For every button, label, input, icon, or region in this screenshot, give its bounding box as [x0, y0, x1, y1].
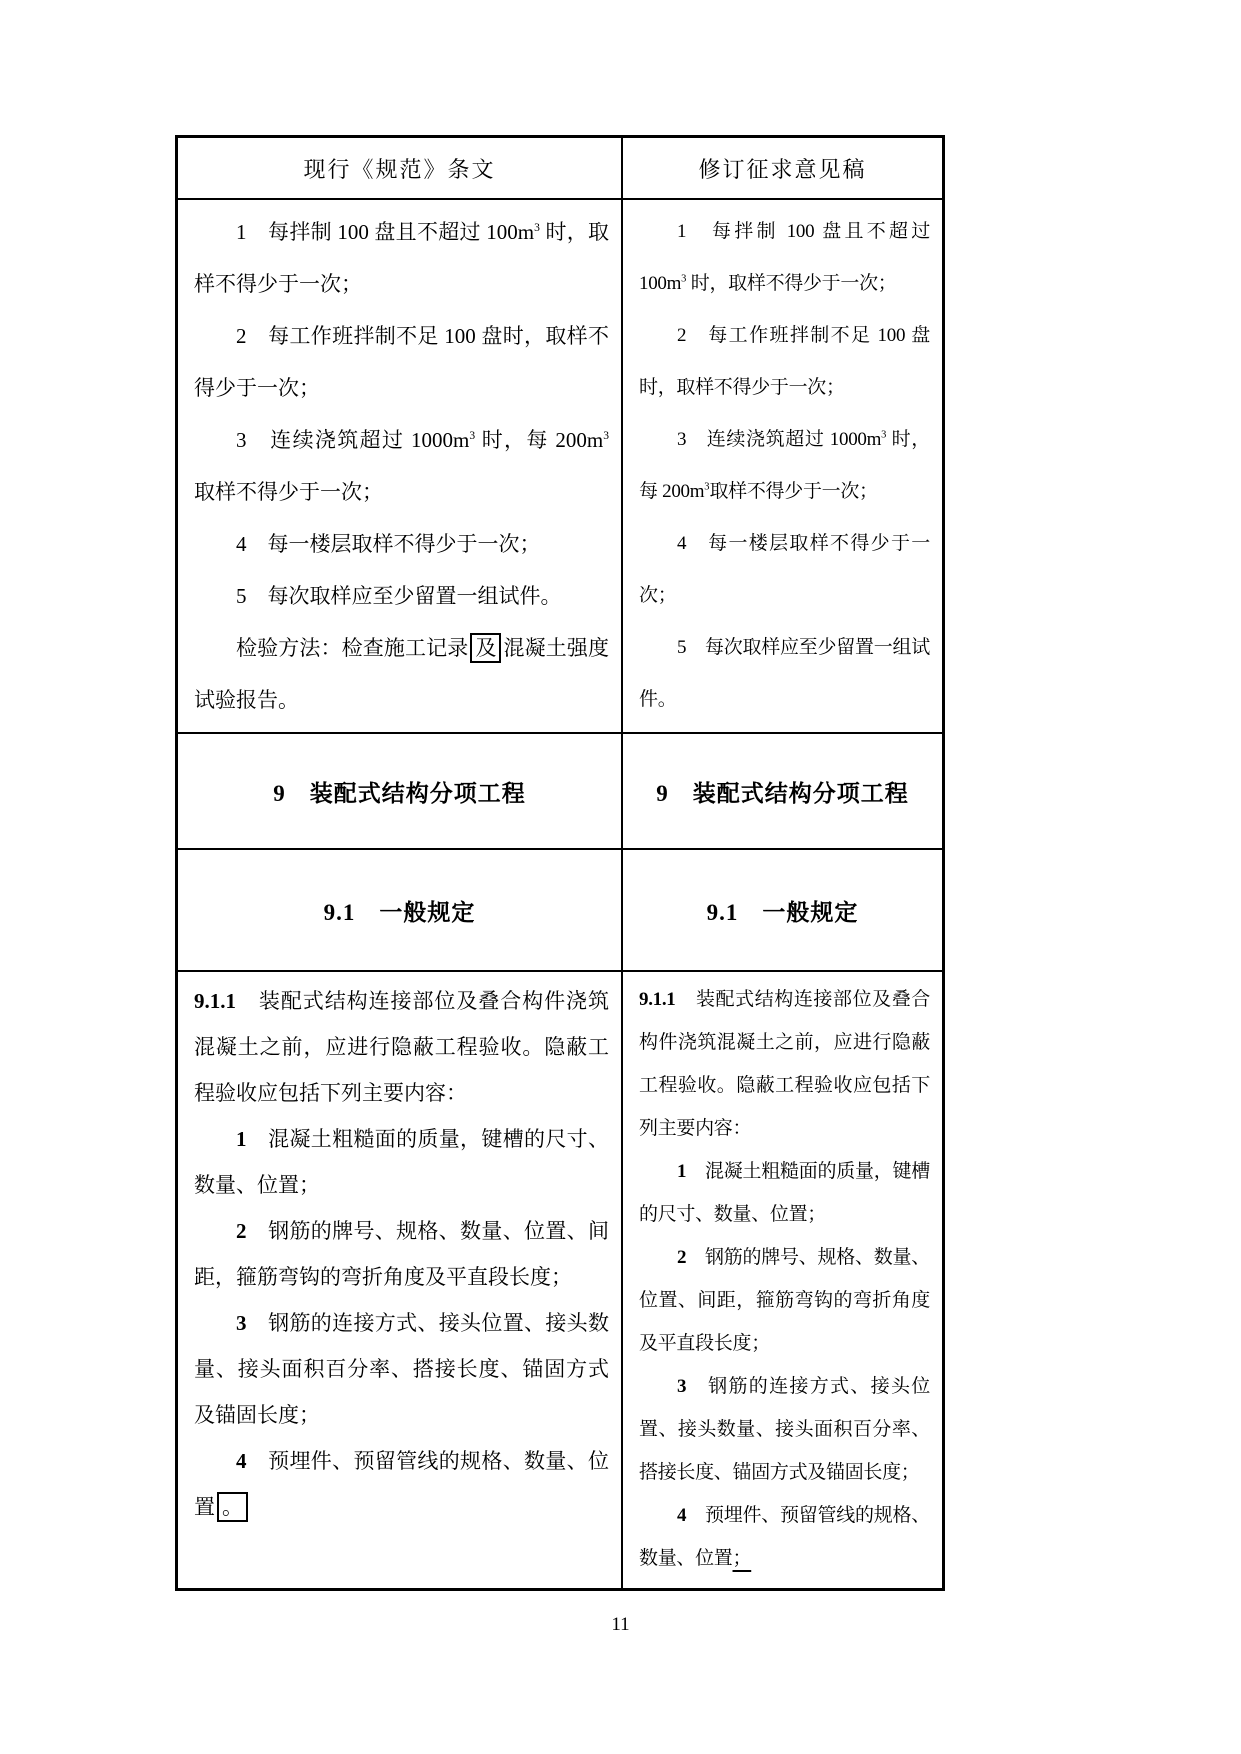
text-run: 4 每一楼层取样不得少于一次；: [236, 532, 541, 556]
text-run: 取样不得少于一次；: [194, 480, 383, 504]
text-run: 9.1.1: [194, 989, 236, 1013]
text-run: 3 连续浇筑超过 1000m: [677, 429, 882, 450]
text-run: 预埋件、预留管线的规格、数量、位置: [194, 1449, 609, 1519]
row-clause-9-1-1: [178, 972, 942, 1588]
text-run: 2 每工作班拌制不足 100 盘时，取样不得少于一次；: [639, 325, 930, 398]
added-text-underlined: 3: [603, 430, 609, 442]
paragraph: [194, 1438, 609, 1530]
paragraph: [639, 1580, 930, 1588]
paragraph: [639, 622, 930, 726]
revised-sampling-provisions-text: [623, 200, 942, 732]
text-run: 装配式结构连接部位及叠合构件浇筑混凝土之前，应进行隐蔽工程验收。隐蔽工程验收应包括下列主要内容：: [194, 989, 609, 1105]
paragraph: [194, 1300, 609, 1438]
paragraph: [194, 206, 609, 310]
text-run: 时，取样不得少于一次；: [194, 220, 609, 296]
paragraph: [639, 1365, 930, 1494]
header-cell-current-code: 现行《规范》条文: [178, 138, 623, 198]
paragraph: [639, 310, 930, 414]
added-text-underlined: 3: [469, 430, 476, 442]
paragraph: [639, 206, 930, 310]
text-run: 4 每一楼层取样不得少于一次；: [639, 533, 930, 606]
text-run: 9.1.1: [639, 989, 676, 1010]
text-run: 3: [236, 1311, 247, 1335]
paragraph: [194, 622, 609, 726]
header-cell-revised-draft: 修订征求意见稿: [698, 156, 867, 182]
text-run: 装配式结构连接部位及叠合构件浇筑混凝土之前，应进行隐蔽工程验收。隐蔽工程验收应包括下列主要内容：: [639, 989, 930, 1139]
text-run: 2: [236, 1219, 247, 1243]
added-text-underlined: ；: [732, 1548, 752, 1569]
text-run: 时，每 200m: [475, 428, 604, 452]
paragraph: [639, 518, 930, 622]
deleted-text-box-mark: 。: [217, 1492, 248, 1522]
text-run: 预埋件、预留管线的规格、数量、位置: [639, 1505, 930, 1569]
added-text-underlined: 3: [534, 222, 540, 234]
table-header-row: [178, 138, 942, 200]
text-run: 时，取样不得少于一次；: [686, 273, 897, 294]
text-run: 4: [236, 1449, 247, 1473]
paragraph: [639, 726, 930, 732]
text-run: 4: [677, 1505, 687, 1526]
paragraph: [194, 978, 609, 1116]
section-9-1-heading-current: 9.1 一般规定: [178, 850, 623, 970]
text-run: 时，每 200m: [639, 429, 930, 502]
text-run: 混凝土粗糙面的质量，键槽的尺寸、数量、位置；: [639, 1161, 930, 1225]
text-run: 3: [677, 1376, 687, 1397]
paragraph: [194, 310, 609, 414]
section-9-1-heading-revised: 9.1 一般规定: [706, 899, 859, 925]
current-sampling-provisions-text: [178, 200, 623, 732]
chapter9-heading-current: 9 装配式结构分项工程: [178, 734, 623, 848]
chapter9-heading-revised: 9 装配式结构分项工程: [656, 780, 909, 806]
clause-9-1-1-current-text: [178, 972, 623, 1588]
added-text-underlined: 3: [881, 429, 887, 441]
text-run: 1 每拌制 100 盘且不超过 100m: [236, 220, 535, 244]
text-run: 钢筋的牌号、规格、数量、位置、间距，箍筋弯钩的弯折角度及平直段长度；: [639, 1247, 930, 1354]
page-number: 11: [611, 1614, 630, 1635]
paragraph: [194, 414, 609, 518]
paragraph: [639, 1236, 930, 1365]
text-run: 检验方法：检查施工记录: [236, 636, 469, 660]
paragraph: [639, 414, 930, 518]
clause-9-1-1-revised-text: [623, 972, 942, 1588]
row-section-9-1-heading: [178, 850, 942, 972]
added-text-underlined: 3: [704, 481, 710, 493]
text-run: 取样不得少于一次；: [709, 481, 878, 502]
deleted-text-box-mark: 及: [470, 633, 501, 663]
text-run: 混凝土强度试验报告。: [194, 636, 609, 712]
text-run: 2: [677, 1247, 687, 1268]
paragraph: [194, 518, 609, 570]
text-run: 1: [677, 1161, 687, 1182]
added-text-underlined: 3: [681, 273, 687, 285]
text-run: 3 连续浇筑超过 1000m: [236, 428, 470, 452]
row-concrete-sampling: [178, 200, 942, 734]
paragraph: [194, 570, 609, 622]
paragraph: [639, 1150, 930, 1236]
text-run: 混凝土粗糙面的质量，键槽的尺寸、数量、位置；: [194, 1127, 609, 1197]
text-run: 5 每次取样应至少留置一组试件。: [236, 584, 562, 608]
paragraph: [639, 1494, 930, 1580]
paragraph: [639, 978, 930, 1150]
text-run: 钢筋的连接方式、接头位置、接头数量、接头面积百分率、搭接长度、锚固方式及锚固长度；: [639, 1376, 930, 1483]
text-run: 钢筋的牌号、规格、数量、位置、间距，箍筋弯钩的弯折角度及平直段长度；: [194, 1219, 609, 1289]
text-run: 1 每拌制 100 盘且不超过 100m: [639, 221, 930, 294]
comparison-table: [175, 135, 945, 1591]
paragraph: [194, 1116, 609, 1208]
text-run: 钢筋的连接方式、接头位置、接头数量、接头面积百分率、搭接长度、锚固方式及锚固长度；: [194, 1311, 609, 1427]
row-chapter9-heading: [178, 734, 942, 850]
text-run: 1: [236, 1127, 247, 1151]
text-run: 2 每工作班拌制不足 100 盘时，取样不得少于一次；: [194, 324, 609, 400]
text-run: 5 每次取样应至少留置一组试件。: [639, 637, 930, 710]
paragraph: [194, 1208, 609, 1300]
